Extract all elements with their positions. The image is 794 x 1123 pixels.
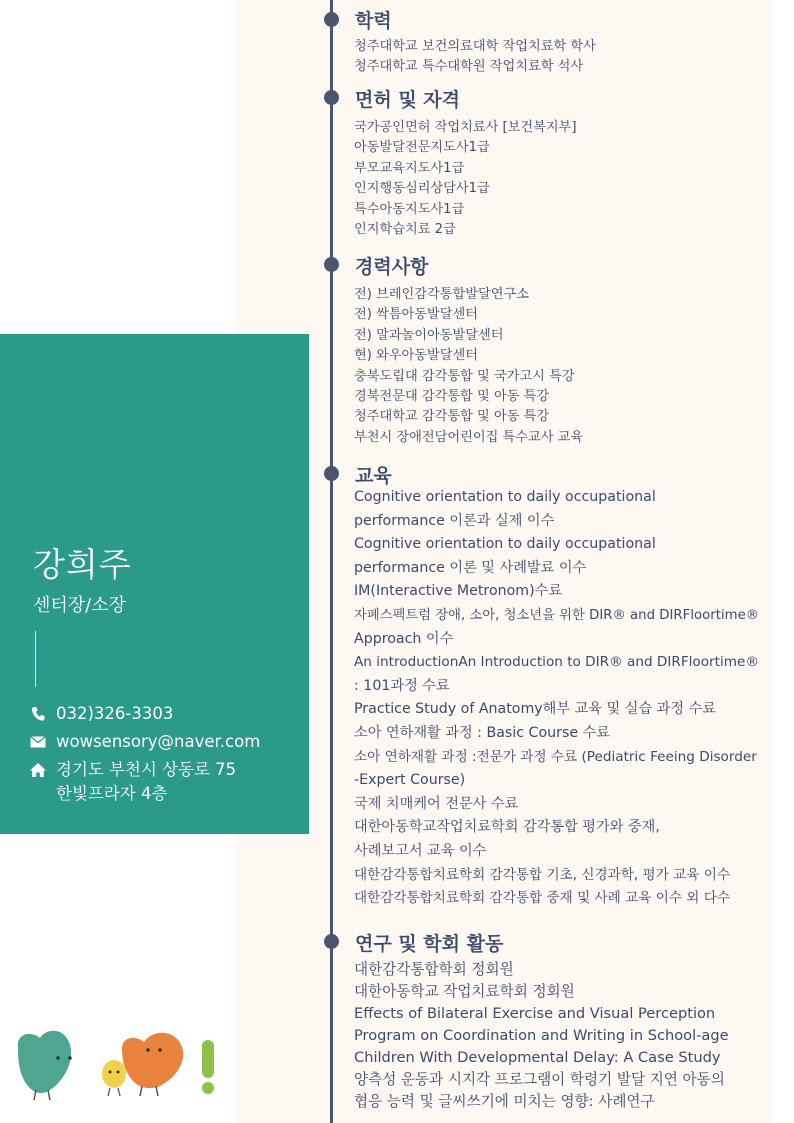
profile-panel [0,334,309,834]
list-item: Children With Developmental Delay: A Case Study [354,1049,721,1066]
list-item: 협응 능력 및 글씨쓰기에 미치는 영향: 사례연구 [354,1093,655,1110]
list-item: 국가공인면허 작업치료사 [보건복지부] [354,120,577,135]
list-item: 대한감각통합치료학회 감각통합 기초, 신경과학, 평가 교육 이수 [354,866,730,883]
section-items [354,486,759,911]
list-item: Cognitive orientation to daily occupational [354,489,656,505]
list-item: performance 이론과 실제 이수 [354,512,555,529]
list-item: 충북도립대 감각통합 및 국가고시 특강 [354,368,575,384]
section-heading: 경력사항 [355,256,429,278]
phone-number: 032)326-3303 [56,704,174,723]
timeline-dot [324,257,339,272]
list-item: 전) 말과놀이아동발달센터 [354,327,504,343]
list-item: 인지학습치료 2급 [354,221,456,237]
list-item: 대한아동학교작업치료학회 감각통합 평가와 중재, [354,819,660,836]
timeline-line [330,0,333,1123]
list-item: performance 이론 및 사례발료 이수 [354,559,587,576]
profile-name: 강희주 [33,545,132,584]
list-item: 청주대학교 감각통합 및 아동 특강 [354,409,550,425]
list-item: 아동발달전문지도사1급 [354,140,490,156]
divider [35,631,36,687]
list-item: Program on Coordination and Writing in School-age [354,1027,729,1044]
list-item: 자폐스펙트럼 장애, 소아, 청소년을 위한 DIR® and DIRFloortime® [354,607,760,623]
list-item: 국제 치매케어 전문사 수료 [354,795,519,812]
address [56,758,236,806]
section-heading: 면허 및 자격 [355,89,460,111]
section-items [354,285,583,448]
list-item: 청주대학교 특수대학원 작업치료학 석사 [354,59,584,75]
list-item: 대한아동학교 작업치료학회 정회원 [354,983,575,1000]
timeline-dot [324,934,339,949]
list-item: 전) 브레인감각통합발달연구소 [354,287,529,302]
home-icon [28,758,48,782]
list-item: 현) 와우아동발달센터 [354,348,478,364]
list-item: 경북전문대 감각통합 및 아동 특강 [354,388,550,404]
section-items [354,959,729,1113]
list-item: 청주대학교 보건의료대학 작업치료학 학사 [354,39,596,54]
address-line-2: 한빛프라자 4층 [56,784,168,803]
section-heading: 연구 및 학회 활동 [355,933,504,955]
list-item: 사례보고서 교육 이수 [354,842,487,859]
section-items [354,118,577,240]
list-item: -Expert Course) [354,772,466,789]
list-item: 부모교육지도사1급 [354,160,465,176]
contact-email [28,730,260,754]
list-item: Practice Study of Anatomy해부 교육 및 실습 과정 수료 [354,701,716,718]
list-item: Cognitive orientation to daily occupational [354,536,656,553]
phone-icon [28,702,48,726]
timeline-dot [324,12,339,27]
list-item: IM(Interactive Metronom)수료 [354,583,563,600]
mail-icon [28,730,48,754]
list-item: Effects of Bilateral Exercise and Visual Perception [354,1005,716,1022]
section-heading: 학력 [355,10,392,32]
timeline-dot [324,90,339,105]
profile-title: 센터장/소장 [33,595,127,616]
section-items [354,37,596,78]
list-item: 양측성 운동과 시지각 프로그램이 학령기 발달 지연 아동의 [354,1071,725,1088]
contact-phone [28,702,173,726]
list-item: : 101과정 수료 [354,677,450,694]
wow-logo [10,1020,230,1120]
list-item: An introductionAn Introduction to DIR® and DIRFloortime® [354,654,759,671]
email-address: wowsensory@naver.com [56,732,261,751]
list-item: 특수아동지도사1급 [354,201,465,217]
section-heading: 교육 [355,465,392,487]
contact-address [28,758,236,806]
list-item: Approach 이수 [354,630,454,647]
list-item: 소아 연하재활 과정 :전문가 과정 수료 (Pediatric Feeing Disorder [354,748,757,765]
list-item: 대한감각통합학회 정회원 [354,961,514,978]
address-line-1: 경기도 부천시 상동로 75 [56,760,237,779]
list-item: 인지행동심리상담사1급 [354,181,490,197]
list-item: 부천시 장애전담어린이집 특수교사 교육 [354,429,584,445]
list-item: 대한감각통합치료학회 감각통합 중재 및 사례 교육 이수 외 다수 [354,890,730,907]
list-item: 소아 연하재활 과정 : Basic Course 수료 [354,724,610,741]
list-item: 전) 싹틈아동발달센터 [354,307,478,323]
timeline-dot [324,466,339,481]
